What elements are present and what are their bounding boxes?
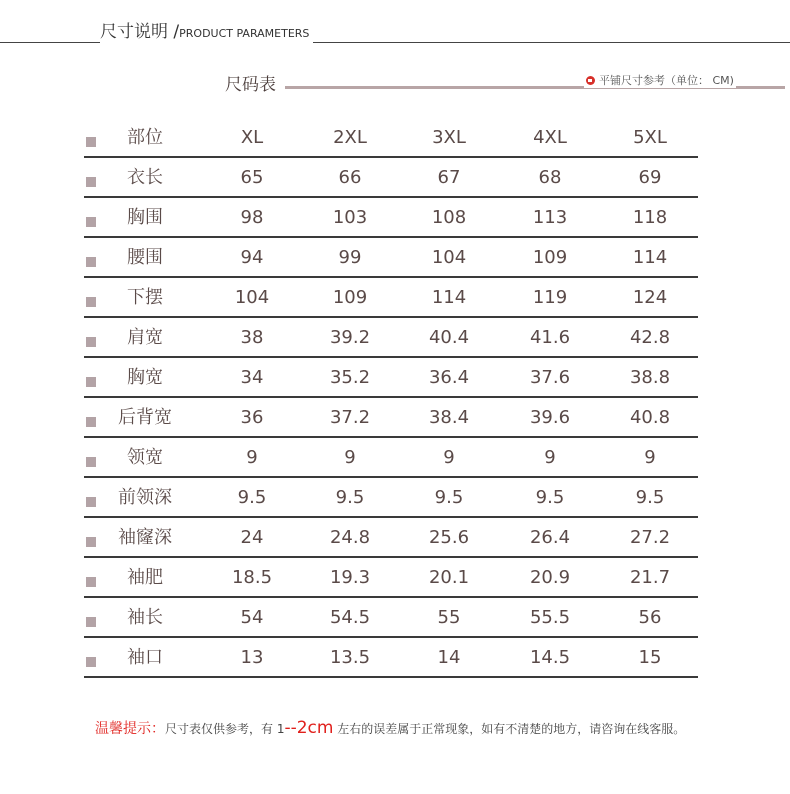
row-marker [86, 417, 96, 427]
table-cell: 39.2 [329, 327, 371, 348]
table-row [84, 158, 698, 198]
table-row [84, 518, 698, 558]
table-cell: 13 [240, 647, 264, 668]
table-cell: 9.5 [434, 487, 464, 508]
table-cell: 42.8 [629, 327, 671, 348]
table-row [84, 278, 698, 318]
table-cell: 68 [538, 167, 562, 188]
row-marker [86, 297, 96, 307]
size-table [84, 118, 698, 678]
table-cell: 55.5 [529, 607, 571, 628]
table-cell: 9 [644, 447, 656, 468]
table-cell: 118 [632, 207, 668, 228]
footer-range: --2cm [284, 718, 334, 738]
row-marker [86, 537, 96, 547]
row-label: 袖肥 [127, 567, 163, 588]
row-label: 前领深 [118, 487, 172, 508]
table-cell: 39.6 [529, 407, 571, 428]
table-cell: 20.1 [428, 567, 470, 588]
section-title-text: 尺寸说明 / [100, 22, 180, 42]
table-cell: 67 [437, 167, 461, 188]
row-marker [86, 257, 96, 267]
table-row [84, 198, 698, 238]
row-label: 衣长 [127, 167, 163, 188]
table-cell: 108 [431, 207, 467, 228]
measurement-note-text: 平铺尺寸参考（单位： CM) [599, 74, 734, 87]
column-header: 2XL [333, 127, 367, 148]
row-marker [86, 577, 96, 587]
table-row [84, 478, 698, 518]
table-cell: 9 [344, 447, 356, 468]
table-row [84, 438, 698, 478]
row-label: 袖口 [127, 647, 163, 668]
table-cell: 14.5 [529, 647, 571, 668]
table-cell: 9.5 [635, 487, 665, 508]
table-cell: 21.7 [629, 567, 671, 588]
table-cell: 103 [332, 207, 368, 228]
footer-text-b: 左右的误差属于正常现象，如有不清楚的地方，请咨询在线客服。 [333, 722, 686, 736]
row-label: 袖窿深 [118, 527, 172, 548]
table-cell: 9.5 [535, 487, 565, 508]
table-cell: 37.2 [329, 407, 371, 428]
table-cell: 34 [240, 367, 264, 388]
table-cell: 9 [443, 447, 455, 468]
table-cell: 94 [240, 247, 264, 268]
table-cell: 54 [240, 607, 264, 628]
section-subtitle: PRODUCT PARAMETERS [179, 27, 310, 40]
table-header-row [84, 118, 698, 158]
table-row [84, 398, 698, 438]
table-cell: 9.5 [237, 487, 267, 508]
row-label: 领宽 [127, 447, 163, 468]
table-cell: 38.8 [629, 367, 671, 388]
table-cell: 66 [338, 167, 362, 188]
row-marker [86, 457, 96, 467]
footer-text-a: 尺寸表仅供参考，有 1 [165, 722, 285, 736]
table-row [84, 318, 698, 358]
table-cell: 114 [431, 287, 467, 308]
row-label: 胸围 [127, 207, 163, 228]
table-cell: 65 [240, 167, 264, 188]
table-cell: 124 [632, 287, 668, 308]
table-cell: 69 [638, 167, 662, 188]
row-label: 袖长 [127, 607, 163, 628]
table-cell: 38 [240, 327, 264, 348]
table-cell: 41.6 [529, 327, 571, 348]
row-label: 后背宽 [118, 407, 172, 428]
table-cell: 9.5 [335, 487, 365, 508]
section-header [0, 18, 790, 46]
red-circle-icon [586, 76, 595, 85]
table-cell: 19.3 [329, 567, 371, 588]
column-header: 部位 [127, 127, 163, 148]
table-cell: 98 [240, 207, 264, 228]
table-cell: 40.4 [428, 327, 470, 348]
section-title [100, 22, 313, 44]
row-label: 胸宽 [127, 367, 163, 388]
table-cell: 14 [437, 647, 461, 668]
table-cell: 13.5 [329, 647, 371, 668]
table-cell: 55 [437, 607, 461, 628]
table-row [84, 238, 698, 278]
table-cell: 24.8 [329, 527, 371, 548]
table-cell: 109 [532, 247, 568, 268]
row-marker [86, 617, 96, 627]
table-cell: 25.6 [428, 527, 470, 548]
table-cell: 109 [332, 287, 368, 308]
row-label: 腰围 [127, 247, 163, 268]
row-marker [86, 137, 96, 147]
table-cell: 9 [544, 447, 556, 468]
table-cell: 36 [240, 407, 264, 428]
row-marker [86, 497, 96, 507]
table-cell: 37.6 [529, 367, 571, 388]
table-cell: 9 [246, 447, 258, 468]
footer-label: 温馨提示： [95, 721, 165, 737]
table-row [84, 558, 698, 598]
table-cell: 20.9 [529, 567, 571, 588]
table-cell: 15 [638, 647, 662, 668]
table-cell: 18.5 [231, 567, 273, 588]
column-header: 3XL [432, 127, 466, 148]
row-marker [86, 177, 96, 187]
table-row [84, 598, 698, 638]
row-marker [86, 217, 96, 227]
table-cell: 26.4 [529, 527, 571, 548]
table-row [84, 358, 698, 398]
row-marker [86, 337, 96, 347]
table-cell: 24 [240, 527, 264, 548]
table-row [84, 638, 698, 678]
table-cell: 104 [431, 247, 467, 268]
row-label: 下摆 [127, 287, 163, 308]
table-cell: 54.5 [329, 607, 371, 628]
table-cell: 104 [234, 287, 270, 308]
table-cell: 40.8 [629, 407, 671, 428]
table-title-row [0, 66, 790, 96]
column-header: 5XL [633, 127, 667, 148]
table-cell: 114 [632, 247, 668, 268]
table-cell: 99 [338, 247, 362, 268]
table-cell: 119 [532, 287, 568, 308]
table-cell: 38.4 [428, 407, 470, 428]
row-marker [86, 657, 96, 667]
table-title: 尺码表 [225, 75, 276, 95]
table-cell: 56 [638, 607, 662, 628]
table-cell: 113 [532, 207, 568, 228]
row-marker [86, 377, 96, 387]
measurement-note [584, 72, 736, 88]
column-header: 4XL [533, 127, 567, 148]
column-header: XL [240, 127, 264, 148]
row-label: 肩宽 [127, 327, 163, 348]
footer-tip [95, 718, 685, 738]
table-cell: 36.4 [428, 367, 470, 388]
table-cell: 27.2 [629, 527, 671, 548]
table-cell: 35.2 [329, 367, 371, 388]
